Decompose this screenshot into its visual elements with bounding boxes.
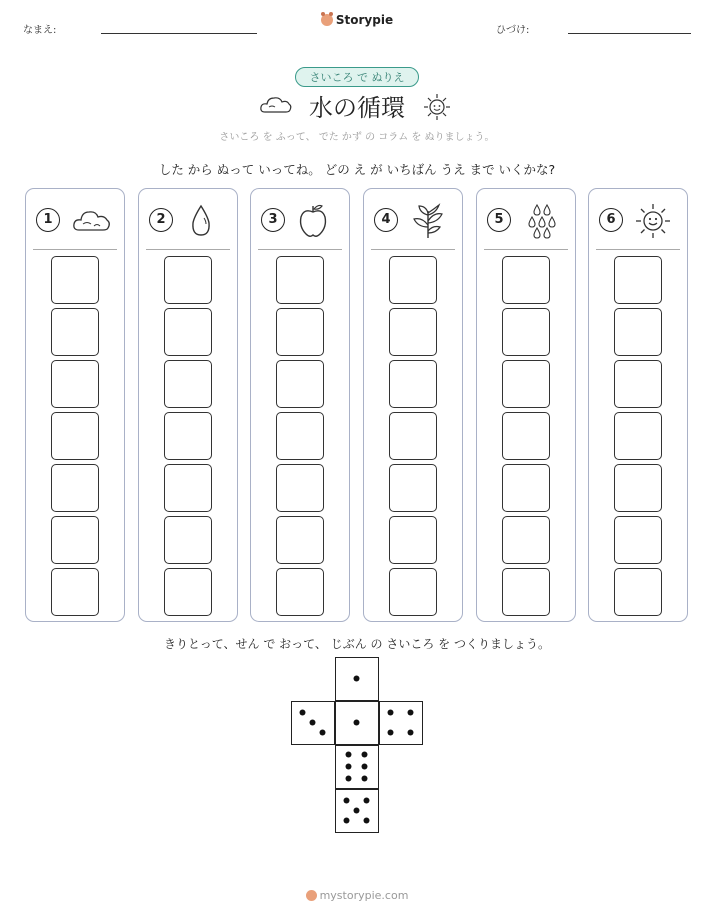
color-box[interactable] bbox=[502, 256, 550, 304]
cloud-icon bbox=[72, 203, 112, 239]
color-box[interactable] bbox=[614, 256, 662, 304]
column-header bbox=[261, 203, 343, 239]
cut-instruction: きりとって、せん で おって、 じぶん の さいころ を つくりましょう。 bbox=[164, 637, 550, 651]
color-box[interactable] bbox=[276, 464, 324, 512]
column-6 bbox=[588, 188, 688, 622]
column-number: 2 bbox=[149, 208, 173, 232]
die-pip bbox=[354, 676, 360, 682]
name-label: なまえ: bbox=[23, 25, 57, 36]
color-box[interactable] bbox=[502, 308, 550, 356]
color-box[interactable] bbox=[276, 256, 324, 304]
column-divider bbox=[596, 249, 680, 250]
column-divider bbox=[146, 249, 230, 250]
footer bbox=[0, 889, 714, 902]
color-box[interactable] bbox=[614, 412, 662, 460]
color-box[interactable] bbox=[164, 308, 212, 356]
color-box[interactable] bbox=[51, 464, 99, 512]
color-box[interactable] bbox=[276, 360, 324, 408]
die-pip bbox=[408, 710, 414, 716]
die-pip bbox=[362, 764, 368, 770]
rain-drops-icon bbox=[523, 203, 563, 239]
column-divider bbox=[33, 249, 117, 250]
brand-name: Storypie bbox=[335, 13, 394, 27]
color-box[interactable] bbox=[614, 464, 662, 512]
bear-logo-icon bbox=[321, 14, 333, 26]
date-line[interactable] bbox=[568, 33, 691, 34]
die-pip bbox=[320, 730, 326, 736]
brand-logo bbox=[0, 13, 714, 27]
color-box[interactable] bbox=[51, 308, 99, 356]
sun-icon bbox=[635, 203, 675, 239]
color-box[interactable] bbox=[276, 308, 324, 356]
subtitle: さいころ を ふって、 でた かず の コラム を ぬりましょう。 bbox=[219, 132, 495, 143]
color-box[interactable] bbox=[51, 516, 99, 564]
color-box[interactable] bbox=[164, 256, 212, 304]
color-box[interactable] bbox=[389, 256, 437, 304]
die-face-top bbox=[335, 657, 379, 701]
die-pip bbox=[408, 730, 414, 736]
plant-icon bbox=[410, 203, 450, 239]
column-header bbox=[599, 203, 681, 239]
column-header bbox=[374, 203, 456, 239]
color-box[interactable] bbox=[502, 516, 550, 564]
date-label: ひづけ: bbox=[496, 25, 530, 36]
color-box[interactable] bbox=[502, 412, 550, 460]
column-divider bbox=[258, 249, 342, 250]
die-pip bbox=[388, 710, 394, 716]
color-box[interactable] bbox=[389, 568, 437, 616]
color-box[interactable] bbox=[164, 464, 212, 512]
color-box[interactable] bbox=[276, 412, 324, 460]
die-pip bbox=[362, 776, 368, 782]
die-pip bbox=[354, 808, 360, 814]
sun-icon bbox=[423, 93, 451, 121]
color-box[interactable] bbox=[614, 308, 662, 356]
die-face-below bbox=[335, 745, 379, 789]
column-divider bbox=[371, 249, 455, 250]
die-face-center bbox=[335, 701, 379, 745]
die-pip bbox=[346, 752, 352, 758]
column-number: 1 bbox=[36, 208, 60, 232]
color-box[interactable] bbox=[389, 412, 437, 460]
die-pip bbox=[354, 720, 360, 726]
color-box[interactable] bbox=[502, 568, 550, 616]
color-box[interactable] bbox=[502, 360, 550, 408]
name-line[interactable] bbox=[101, 33, 257, 34]
column-number: 5 bbox=[487, 208, 511, 232]
activity-tag: さいころ で ぬりえ bbox=[295, 67, 419, 87]
column-4 bbox=[363, 188, 463, 622]
color-box[interactable] bbox=[276, 568, 324, 616]
column-header bbox=[487, 203, 569, 239]
column-1 bbox=[25, 188, 125, 622]
die-face-left bbox=[291, 701, 335, 745]
column-number: 6 bbox=[599, 208, 623, 232]
instruction: した から ぬって いってね。 どの え が いちばん うえ まで いくかな? bbox=[158, 162, 556, 177]
color-box[interactable] bbox=[614, 516, 662, 564]
color-box[interactable] bbox=[164, 360, 212, 408]
color-box[interactable] bbox=[164, 516, 212, 564]
color-box[interactable] bbox=[389, 308, 437, 356]
column-header bbox=[36, 203, 118, 239]
color-box[interactable] bbox=[389, 516, 437, 564]
column-header bbox=[149, 203, 231, 239]
color-box[interactable] bbox=[51, 256, 99, 304]
color-box[interactable] bbox=[389, 464, 437, 512]
column-2 bbox=[138, 188, 238, 622]
die-pip bbox=[364, 818, 370, 824]
die-face-right bbox=[379, 701, 423, 745]
color-box[interactable] bbox=[276, 516, 324, 564]
die-pip bbox=[300, 710, 306, 716]
color-box[interactable] bbox=[164, 568, 212, 616]
die-pip bbox=[362, 752, 368, 758]
die-pip bbox=[388, 730, 394, 736]
page-title: 水の循環 bbox=[309, 94, 405, 122]
color-box[interactable] bbox=[51, 360, 99, 408]
color-box[interactable] bbox=[614, 360, 662, 408]
column-divider bbox=[484, 249, 568, 250]
column-number: 3 bbox=[261, 208, 285, 232]
footer-url: mystorypie.com bbox=[319, 889, 409, 902]
die-pip bbox=[364, 798, 370, 804]
die-face-bottom bbox=[335, 789, 379, 833]
color-box[interactable] bbox=[389, 360, 437, 408]
column-number: 4 bbox=[374, 208, 398, 232]
water-drop-icon bbox=[185, 203, 225, 239]
die-pip bbox=[346, 776, 352, 782]
column-5 bbox=[476, 188, 576, 622]
color-box[interactable] bbox=[614, 568, 662, 616]
color-box[interactable] bbox=[502, 464, 550, 512]
die-pip bbox=[346, 764, 352, 770]
die-pip bbox=[310, 720, 316, 726]
die-pip bbox=[344, 798, 350, 804]
apple-icon bbox=[297, 203, 337, 239]
color-box[interactable] bbox=[51, 412, 99, 460]
bear-logo-icon bbox=[306, 890, 317, 901]
column-3 bbox=[250, 188, 350, 622]
color-box[interactable] bbox=[51, 568, 99, 616]
die-pip bbox=[344, 818, 350, 824]
color-box[interactable] bbox=[164, 412, 212, 460]
